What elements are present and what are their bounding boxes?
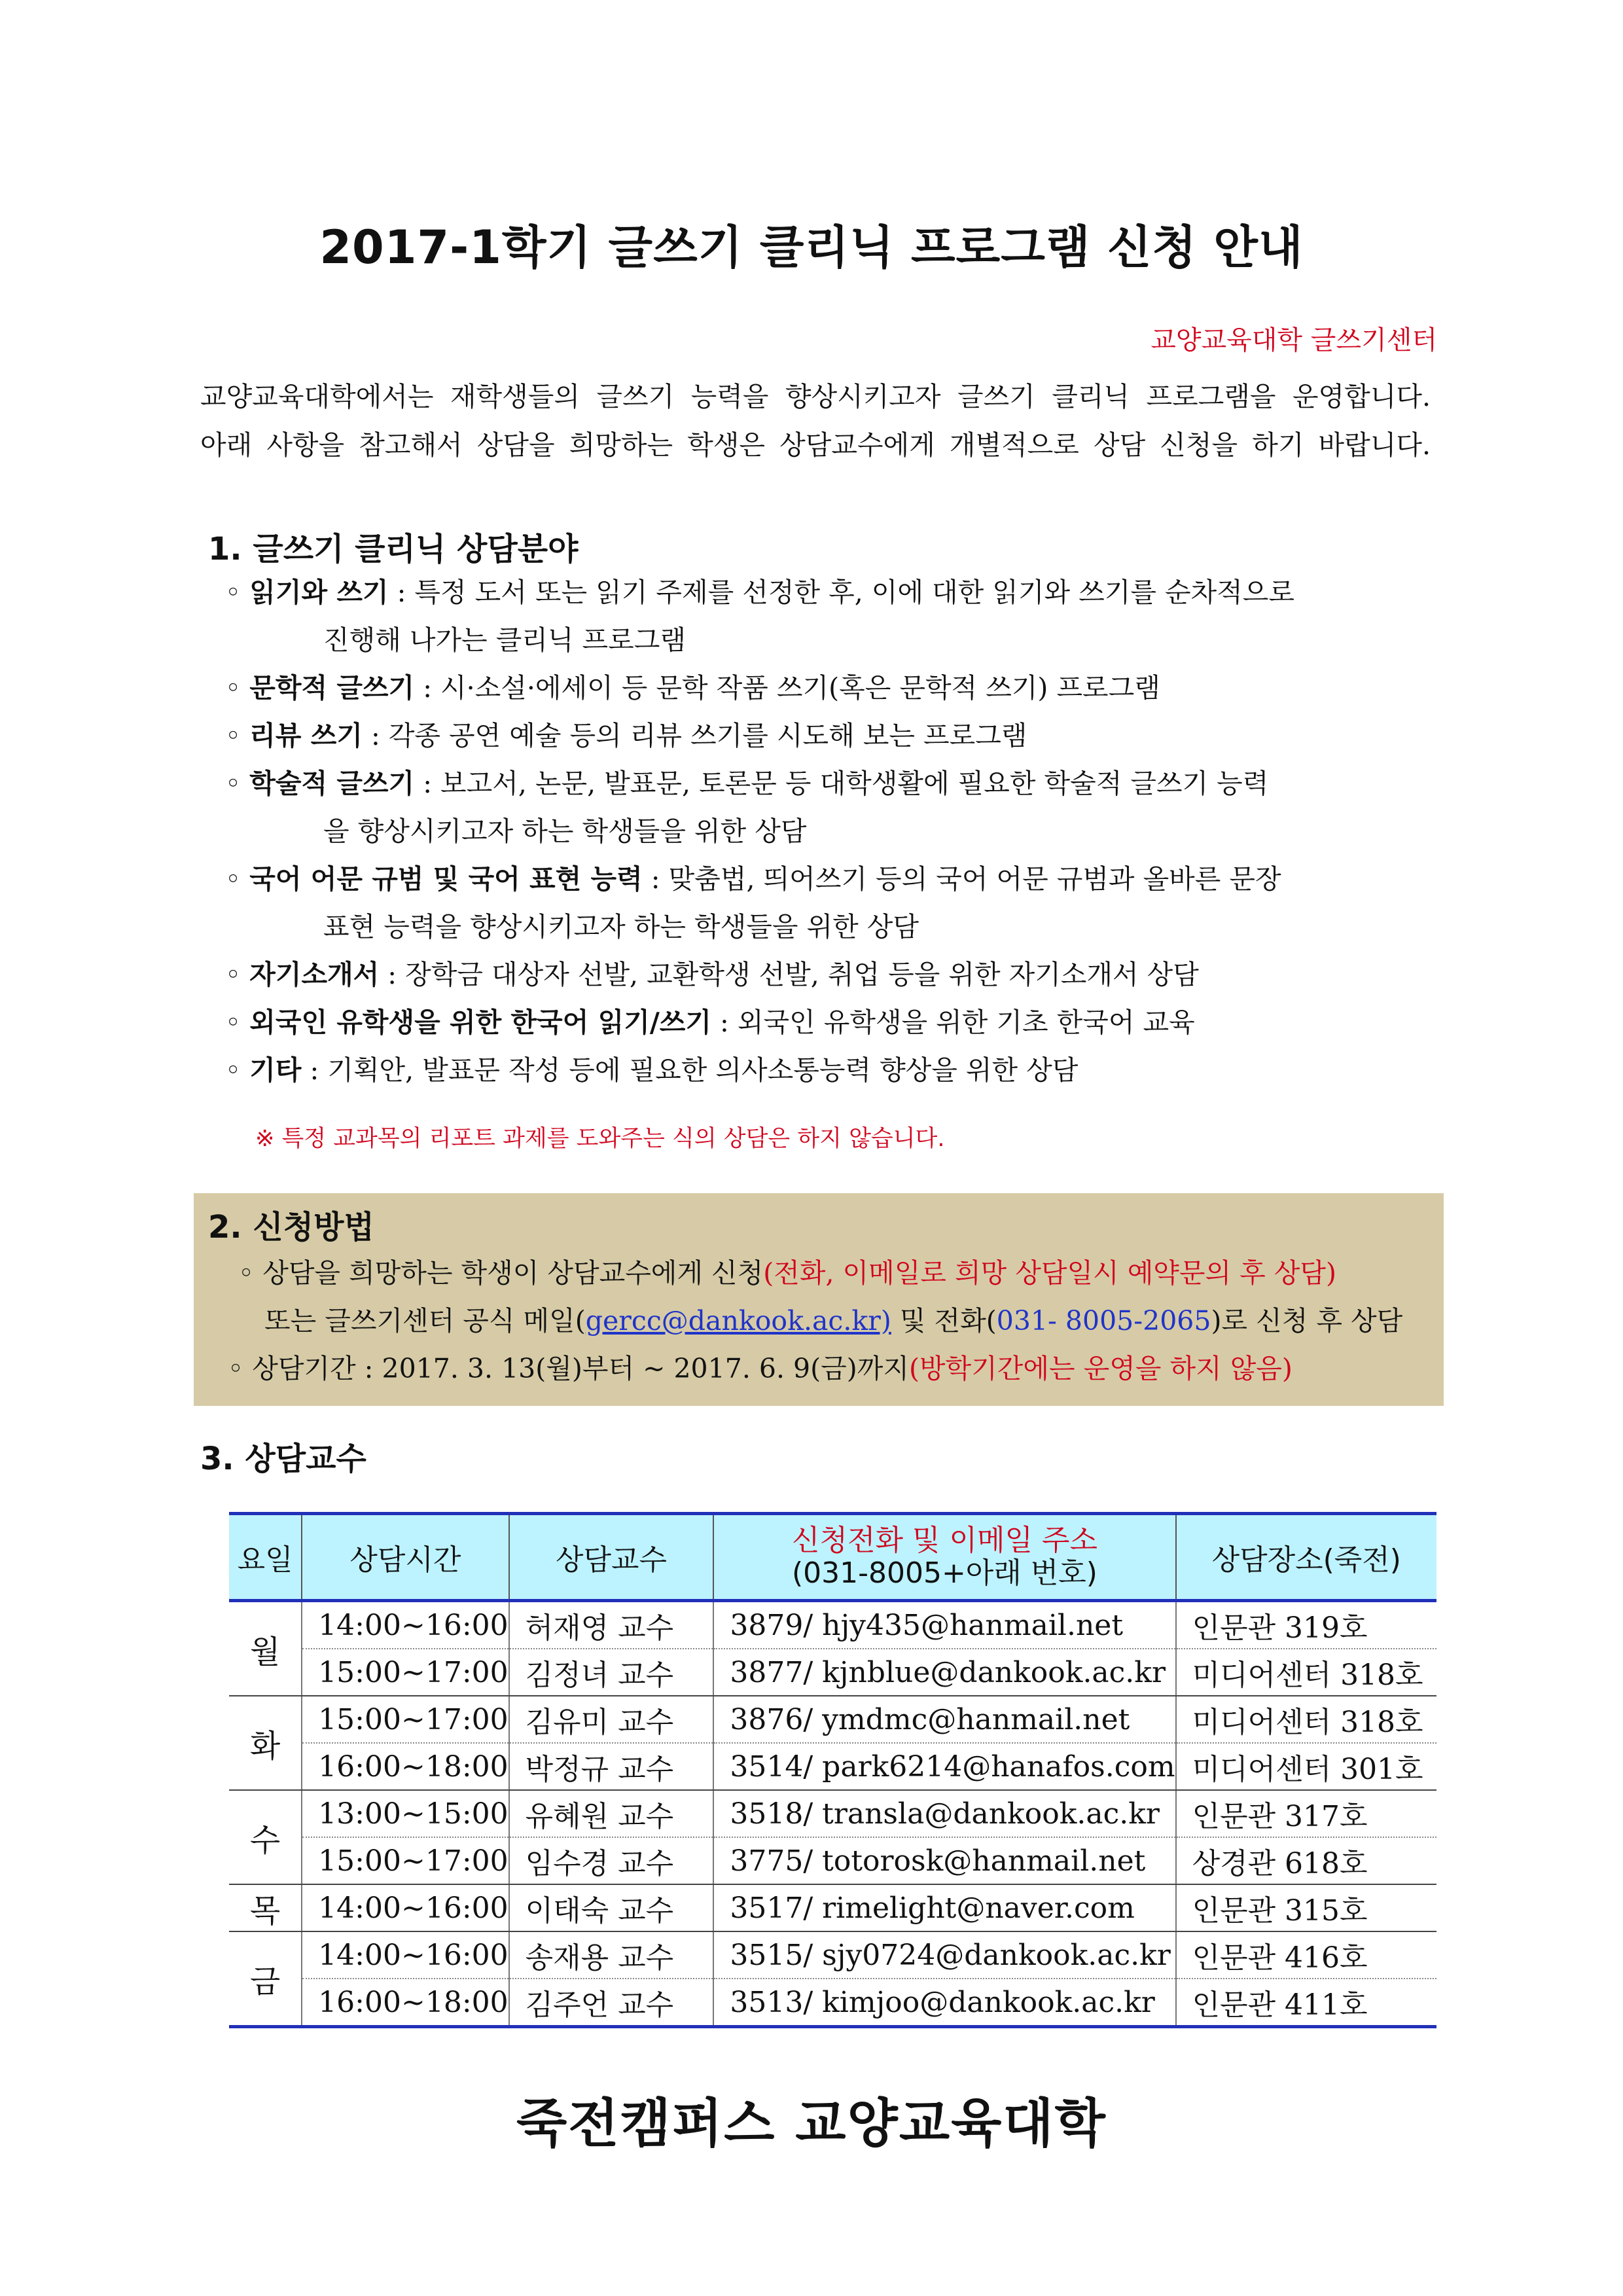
table-row [229, 1837, 1436, 1884]
field-desc: : 기획안, 발표문 작성 등에 필요한 의사소통능력 향상을 위한 상담 [301, 1054, 1079, 1086]
contact-cell: 3775/ totorosk@hanmail.net [713, 1837, 1175, 1884]
place-cell: 미디어센터 301호 [1176, 1743, 1436, 1790]
place-cell: 인문관 319호 [1176, 1601, 1436, 1649]
field-item [225, 576, 1455, 609]
field-item [225, 1054, 1455, 1086]
place-cell: 인문관 315호 [1176, 1884, 1436, 1931]
header-prof: 상담교수 [509, 1514, 714, 1601]
field-desc: : 장학금 대상자 선발, 교환학생 선발, 취업 등을 위한 자기소개서 상담 [379, 959, 1199, 990]
time-cell: 16:00~18:00 [302, 1979, 508, 2027]
time-cell: 15:00~17:00 [302, 1649, 508, 1696]
field-item [225, 863, 1455, 895]
intro-line: 아래 사항을 참고해서 상담을 희망하는 학생은 상담교수에게 개별적으로 상담 신청을 하기 바랍니다. [200, 429, 1431, 461]
contact-cell: 3879/ hjy435@hanmail.net [713, 1601, 1175, 1649]
field-continuation: 진행해 나가는 클리닉 프로그램 [323, 624, 686, 656]
field-term: 문학적 글쓰기 [249, 672, 415, 704]
field-term: 기타 [249, 1054, 302, 1086]
place-cell: 인문관 416호 [1176, 1931, 1436, 1979]
field-continuation: 을 향상시키고자 하는 학생들을 위한 상담 [323, 816, 807, 847]
time-cell: 15:00~17:00 [302, 1837, 508, 1884]
application-text: ◦ 상담을 희망하는 학생이 상담교수에게 신청 [238, 1257, 764, 1289]
time-cell: 16:00~18:00 [302, 1743, 508, 1790]
place-cell: 인문관 411호 [1176, 1979, 1436, 2027]
header-place: 상담장소(죽전) [1176, 1514, 1436, 1601]
field-continuation: 표현 능력을 향상시키고자 하는 학생들을 위한 상담 [323, 911, 919, 942]
prof-cell: 박정규 교수 [509, 1743, 714, 1790]
contact-cell: 3517/ rimelight@naver.com [713, 1884, 1175, 1931]
counselor-table [229, 1512, 1436, 2028]
header-time: 상담시간 [302, 1514, 508, 1601]
time-cell: 13:00~15:00 [302, 1790, 508, 1837]
header-contact-title: 신청전화 및 이메일 주소 [791, 1524, 1097, 1557]
table-row [229, 1884, 1436, 1931]
field-desc: : 각종 공연 예술 등의 리뷰 쓰기를 시도해 보는 프로그램 [362, 720, 1027, 751]
bullet-icon: ◦ [225, 672, 241, 704]
application-line [228, 1347, 1293, 1386]
intro-line: 교양교육대학에서는 재학생들의 글쓰기 능력을 향상시키고자 글쓰기 클리닉 프로그램을 운영합니다. [200, 381, 1431, 412]
bullet-icon: ◦ [225, 959, 241, 990]
prof-cell: 허재영 교수 [509, 1601, 714, 1649]
place-cell: 인문관 317호 [1176, 1790, 1436, 1837]
section-heading: 2. 신청방법 [208, 1209, 374, 1246]
bullet-icon: ◦ [225, 863, 241, 895]
field-desc: : 보고서, 논문, 발표문, 토론문 등 대학생활에 필요한 학술적 글쓰기 능력 [414, 768, 1269, 799]
field-term: 학술적 글쓰기 [249, 768, 415, 799]
day-cell: 목 [229, 1884, 302, 1931]
place-cell: 미디어센터 318호 [1176, 1649, 1436, 1696]
table-row [229, 1649, 1436, 1696]
field-term: 자기소개서 [249, 959, 380, 990]
place-cell: 상경관 618호 [1176, 1837, 1436, 1884]
table-row [229, 1979, 1436, 2027]
application-text: 및 전화( [891, 1305, 997, 1336]
bullet-icon: ◦ [225, 1007, 241, 1038]
time-cell: 15:00~17:00 [302, 1696, 508, 1743]
application-period: ◦ 상담기간 : 2017. 3. 13(월)부터 ~ 2017. 6. 9(금)까지 [228, 1353, 909, 1384]
field-desc: : 맞춤법, 띄어쓰기 등의 국어 어문 규범과 올바른 문장 [642, 863, 1281, 895]
time-cell: 14:00~16:00 [302, 1601, 508, 1649]
application-line [238, 1251, 1336, 1290]
header-contact [713, 1514, 1175, 1601]
contact-cell: 3514/ park6214@hanafos.com [713, 1743, 1175, 1790]
day-cell: 수 [229, 1790, 302, 1884]
bullet-icon: ◦ [225, 768, 241, 799]
time-cell: 14:00~16:00 [302, 1931, 508, 1979]
organization-name: 교양교육대학 글쓰기센터 [1150, 325, 1437, 355]
page-title: 2017-1학기 글쓰기 클리닉 프로그램 신청 안내 [319, 221, 1304, 274]
table-row [229, 1790, 1436, 1837]
table-row [229, 1743, 1436, 1790]
bullet-icon: ◦ [225, 577, 241, 608]
field-item [225, 672, 1455, 704]
prof-cell: 김유미 교수 [509, 1696, 714, 1743]
application-line [264, 1299, 1402, 1338]
field-item [225, 767, 1455, 800]
prof-cell: 이태숙 교수 [509, 1884, 714, 1931]
table-row [229, 1601, 1436, 1649]
day-cell: 금 [229, 1931, 302, 2027]
section-heading: 1. 글쓰기 클리닉 상담분야 [208, 531, 579, 567]
bullet-icon: ◦ [225, 720, 241, 751]
contact-cell: 3513/ kimjoo@dankook.ac.kr [713, 1979, 1175, 2027]
field-term: 리뷰 쓰기 [249, 720, 363, 751]
prof-cell: 송재용 교수 [509, 1931, 714, 1979]
field-term: 읽기와 쓰기 [249, 577, 389, 608]
footer-title: 죽전캠퍼스 교양교육대학 [516, 2093, 1107, 2154]
day-cell: 월 [229, 1601, 302, 1696]
field-term: 외국인 유학생을 위한 한국어 읽기/쓰기 [249, 1007, 711, 1038]
header-contact-sub: (031-8005+아래 번호) [791, 1556, 1097, 1590]
contact-cell: 3877/ kjnblue@dankook.ac.kr [713, 1649, 1175, 1696]
place-cell: 미디어센터 318호 [1176, 1696, 1436, 1743]
contact-cell: 3876/ ymdmc@hanmail.net [713, 1696, 1175, 1743]
table-row [229, 1696, 1436, 1743]
field-term: 국어 어문 규범 및 국어 표현 능력 [249, 863, 643, 895]
prof-cell: 김정녀 교수 [509, 1649, 714, 1696]
field-item [225, 958, 1455, 991]
field-desc: : 외국인 유학생을 위한 기초 한국어 교육 [711, 1007, 1195, 1038]
application-text: 또는 글쓰기센터 공식 메일( [264, 1305, 586, 1336]
application-note: (방학기간에는 운영을 하지 않음) [908, 1353, 1293, 1384]
field-desc: : 시·소설·에세이 등 문학 작품 쓰기(혹은 문학적 쓰기) 프로그램 [414, 672, 1160, 704]
bullet-icon: ◦ [225, 1054, 241, 1086]
notice-text: ※ 특정 교과목의 리포트 과제를 도와주는 식의 상담은 하지 않습니다. [255, 1126, 945, 1152]
section-heading: 3. 상담교수 [200, 1441, 366, 1477]
phone-number: 031- 8005-2065 [996, 1305, 1211, 1336]
table-row [229, 1931, 1436, 1979]
contact-cell: 3515/ sjy0724@dankook.ac.kr [713, 1931, 1175, 1979]
prof-cell: 임수경 교수 [509, 1837, 714, 1884]
email-link[interactable]: gercc@dankook.ac.kr) [585, 1305, 891, 1336]
field-item [225, 1006, 1455, 1039]
prof-cell: 김주언 교수 [509, 1979, 714, 2027]
application-text: )로 신청 후 상담 [1211, 1305, 1403, 1336]
contact-cell: 3518/ transla@dankook.ac.kr [713, 1790, 1175, 1837]
day-cell: 화 [229, 1696, 302, 1790]
header-day: 요일 [229, 1514, 302, 1601]
prof-cell: 유혜원 교수 [509, 1790, 714, 1837]
field-item [225, 719, 1455, 752]
application-note: (전화, 이메일로 희망 상담일시 예약문의 후 상담) [763, 1257, 1336, 1289]
field-desc: : 특정 도서 또는 읽기 주제를 선정한 후, 이에 대한 읽기와 쓰기를 순차적으로 [388, 577, 1294, 608]
time-cell: 14:00~16:00 [302, 1884, 508, 1931]
table-header-row [229, 1514, 1436, 1601]
